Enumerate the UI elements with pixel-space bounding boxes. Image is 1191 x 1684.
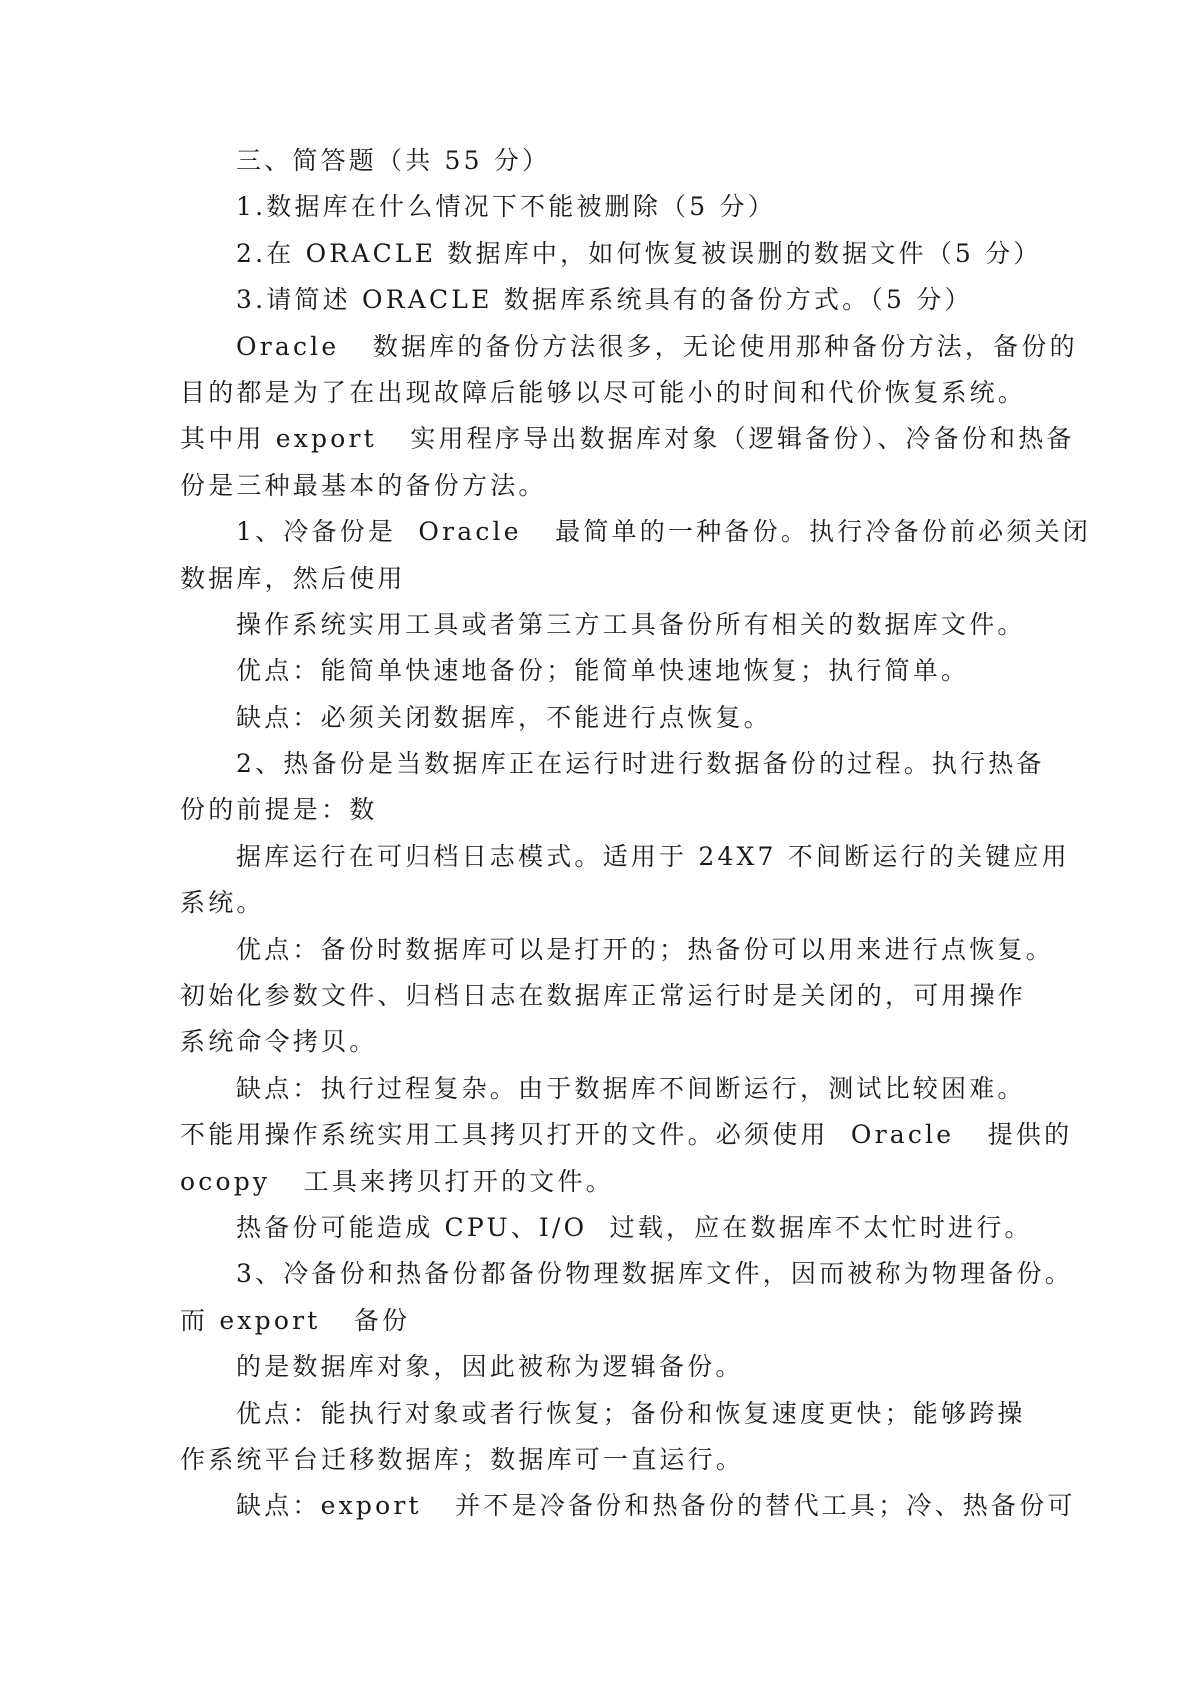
text-line: 热备份可能造成 CPU、I/O 过载，应在数据库不太忙时进行。 — [236, 1212, 1033, 1242]
text-line: 2、热备份是当数据库正在运行时进行数据备份的过程。执行热备 — [236, 749, 1045, 779]
text-line: 而 export 备份 — [180, 1305, 411, 1335]
text-line: 操作系统实用工具或者第三方工具备份所有相关的数据库文件。 — [236, 609, 1026, 639]
text-line: 缺点：export 并不是冷备份和热备份的替代工具；冷、热备份可 — [236, 1491, 1076, 1521]
text-line: 初始化参数文件、归档日志在数据库正常运行时是关闭的，可用操作 — [180, 981, 1027, 1011]
text-line: 优点：能简单快速地备份；能简单快速地恢复；执行简单。 — [236, 656, 970, 686]
text-line: 作系统平台迁移数据库；数据库可一直运行。 — [180, 1444, 745, 1474]
text-line: 3.请简述 ORACLE 数据库系统具有的备份方式。（5 分） — [236, 285, 973, 315]
text-line: 份的前提是：数 — [180, 795, 378, 825]
text-line: 系统命令拷贝。 — [180, 1027, 378, 1057]
text-line: 1、冷备份是 Oracle 最简单的一种备份。执行冷备份前必须关闭 — [236, 517, 1091, 547]
text-line: 数据库，然后使用 — [180, 563, 406, 593]
text-line: 1.数据库在什么情况下不能被删除（5 分） — [236, 192, 776, 222]
text-line: Oracle 数据库的备份方法很多，无论使用那种备份方法，备份的 — [236, 331, 1078, 361]
text-line: 份是三种最基本的备份方法。 — [180, 470, 547, 500]
text-line: 3、冷备份和热备份都备份物理数据库文件，因而被称为物理备份。 — [236, 1259, 1073, 1289]
text-line: 优点：备份时数据库可以是打开的；热备份可以用来进行点恢复。 — [236, 934, 1054, 964]
text-line: 缺点：执行过程复杂。由于数据库不间断运行，测试比较困难。 — [236, 1073, 1026, 1103]
text-line: ocopy 工具来拷贝打开的文件。 — [180, 1166, 614, 1196]
text-line: 缺点：必须关闭数据库，不能进行点恢复。 — [236, 702, 772, 732]
text-line: 系统。 — [180, 888, 265, 918]
text-line: 优点：能执行对象或者行恢复；备份和恢复速度更快；能够跨操 — [236, 1398, 1026, 1428]
text-line: 不能用操作系统实用工具拷贝打开的文件。必须使用 Oracle 提供的 — [180, 1120, 1073, 1150]
text-line: 其中用 export 实用程序导出数据库对象（逻辑备份）、冷备份和热备 — [180, 424, 1075, 454]
document-body — [180, 138, 1091, 1530]
text-line: 据库运行在可归档日志模式。适用于 24X7 不间断运行的关键应用 — [236, 841, 1070, 871]
text-line: 的是数据库对象，因此被称为逻辑备份。 — [236, 1352, 744, 1382]
text-line: 2.在 ORACLE 数据库中，如何恢复被误删的数据文件（5 分） — [236, 238, 1042, 268]
text-line: 目的都是为了在出现故障后能够以尽可能小的时间和代价恢复系统。 — [180, 377, 1027, 407]
text-line: 三、简答题（共 55 分） — [236, 146, 551, 175]
